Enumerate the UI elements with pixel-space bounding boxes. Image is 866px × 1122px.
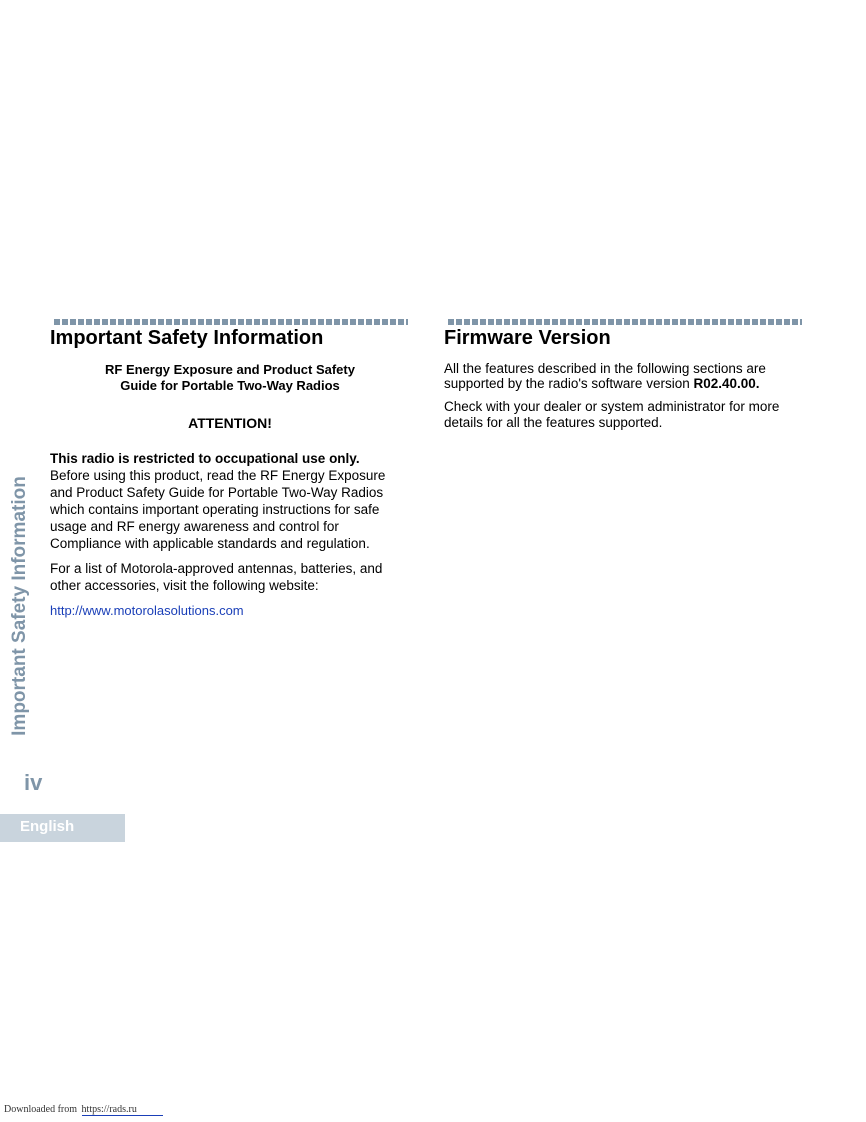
guide-title	[50, 362, 410, 394]
section-divider-right	[448, 319, 802, 325]
footer-source-link[interactable]: https://rads.ru	[82, 1104, 163, 1116]
version-prefix: supported by the radio's software version	[444, 376, 694, 391]
body-line	[444, 376, 814, 391]
right-column	[444, 326, 814, 431]
body-line: other accessories, visit the following website:	[50, 578, 319, 593]
body-line: which contains important operating instructions for safe	[50, 502, 380, 517]
section-divider-left	[54, 319, 408, 325]
download-footer	[4, 1104, 163, 1116]
guide-title-line: Guide for Portable Two-Way Radios	[120, 378, 340, 393]
body-line: Compliance with applicable standards and regulation.	[50, 536, 370, 551]
body-line: and Product Safety Guide for Portable Two-Way Radios	[50, 485, 384, 500]
attention-label: ATTENTION!	[188, 415, 272, 431]
page-number: iv	[24, 770, 43, 795]
footer-label: Downloaded from	[4, 1104, 78, 1115]
chapter-side-tab	[6, 470, 34, 742]
occupational-use-notice: This radio is restricted to occupational use only.	[50, 451, 360, 466]
body-line: Check with your dealer or system administrator for more	[444, 399, 780, 414]
firmware-version-value: R02.40.00.	[693, 376, 760, 391]
dealer-paragraph	[444, 399, 814, 431]
body-line: usage and RF energy awareness and control for	[50, 519, 339, 534]
body-line: Before using this product, read the RF Energy Exposure	[50, 468, 386, 483]
accessories-paragraph	[50, 560, 410, 594]
safety-paragraph	[50, 450, 410, 552]
language-tab-label: English	[20, 818, 75, 835]
chapter-side-tab-label: Important Safety Information	[9, 476, 30, 736]
left-column	[50, 326, 410, 620]
section-heading-safety: Important Safety Information	[50, 327, 324, 349]
motorola-website-link[interactable]: http://www.motorolasolutions.com	[50, 603, 244, 618]
body-line: For a list of Motorola-approved antennas, batteries, and	[50, 561, 383, 576]
section-heading-firmware: Firmware Version	[444, 327, 611, 349]
body-line: All the features described in the following sections are	[444, 361, 766, 376]
firmware-paragraph	[444, 361, 814, 391]
body-line: details for all the features supported.	[444, 415, 663, 430]
guide-title-line: RF Energy Exposure and Product Safety	[105, 362, 355, 377]
language-tab	[0, 814, 125, 842]
